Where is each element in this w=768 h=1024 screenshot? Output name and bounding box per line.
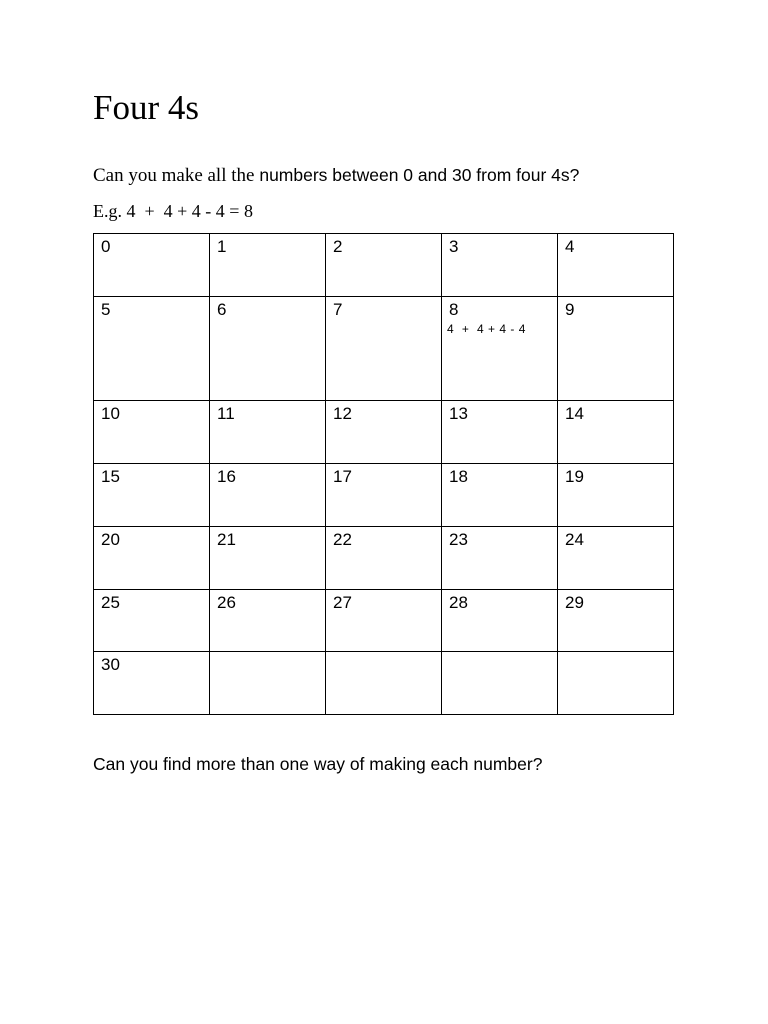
grid-cell	[210, 234, 326, 297]
cell-number: 18	[449, 467, 468, 487]
cell-number: 6	[217, 299, 227, 319]
grid-cell	[94, 589, 210, 652]
cell-number: 11	[217, 404, 235, 424]
cell-number: 3	[449, 237, 459, 256]
cell-number: 29	[565, 592, 584, 612]
grid-cell	[94, 234, 210, 297]
cell-expression: 4 + 4 + 4 - 4	[447, 321, 526, 336]
grid-cell	[326, 234, 442, 297]
grid-cell	[326, 652, 442, 715]
grid-row	[94, 401, 674, 464]
grid-cell	[326, 296, 442, 401]
footer-question: Can you find more than one way of making each number?	[93, 754, 543, 774]
main-question	[93, 163, 579, 188]
question-text-sans: numbers between 0 and 30 from four 4s?	[254, 165, 580, 185]
cell-number: 8	[449, 299, 459, 319]
number-grid	[93, 233, 674, 715]
grid-cell	[442, 234, 558, 297]
cell-number: 10	[101, 404, 120, 424]
cell-number: 20	[101, 529, 120, 549]
grid-cell	[210, 589, 326, 652]
grid-row	[94, 526, 674, 589]
cell-number: 17	[333, 467, 352, 487]
grid-cell	[210, 296, 326, 401]
example-equation: E.g. 4 + 4 + 4 - 4 = 8	[93, 201, 253, 221]
grid-cell	[442, 464, 558, 527]
grid-row	[94, 296, 674, 401]
cell-number: 16	[217, 467, 236, 487]
grid-cell	[558, 296, 674, 401]
cell-number: 28	[449, 592, 468, 612]
cell-number	[558, 652, 673, 655]
grid-cell	[558, 401, 674, 464]
cell-number: 5	[101, 299, 111, 319]
grid-cell	[558, 589, 674, 652]
grid-cell	[442, 296, 558, 401]
cell-number	[326, 652, 441, 655]
cell-number: 12	[333, 404, 352, 424]
cell-number: 1	[217, 237, 227, 256]
cell-number: 9	[565, 299, 575, 319]
cell-number: 7	[333, 299, 343, 319]
grid-cell	[442, 652, 558, 715]
grid-cell	[442, 526, 558, 589]
grid-cell	[326, 401, 442, 464]
cell-number: 13	[449, 404, 468, 424]
grid-cell	[210, 652, 326, 715]
cell-number: 23	[449, 529, 468, 549]
grid-row	[94, 589, 674, 652]
grid-cell	[558, 464, 674, 527]
cell-number: 2	[333, 237, 343, 256]
grid-cell	[210, 526, 326, 589]
cell-number: 0	[101, 237, 111, 256]
grid-row	[94, 464, 674, 527]
cell-number: 4	[565, 237, 575, 256]
cell-number	[210, 652, 325, 655]
cell-number: 24	[565, 529, 584, 549]
grid-cell	[326, 589, 442, 652]
grid-cell	[94, 464, 210, 527]
cell-number	[442, 652, 557, 655]
cell-number: 14	[565, 404, 584, 424]
cell-number: 27	[333, 592, 352, 612]
grid-cell	[326, 526, 442, 589]
grid-cell	[94, 296, 210, 401]
grid-row	[94, 652, 674, 715]
page-title: Four 4s	[93, 88, 199, 127]
grid-cell	[210, 464, 326, 527]
grid-cell	[210, 401, 326, 464]
grid-cell	[442, 589, 558, 652]
cell-number: 22	[333, 529, 352, 549]
cell-number: 19	[565, 467, 584, 487]
cell-number: 25	[101, 592, 120, 612]
grid-cell	[94, 526, 210, 589]
grid-cell	[94, 401, 210, 464]
grid-row	[94, 234, 674, 297]
question-text-serif: Can you make all the	[93, 165, 255, 186]
cell-number: 15	[101, 467, 120, 487]
grid-cell	[326, 464, 442, 527]
grid-cell	[442, 401, 558, 464]
cell-number: 26	[217, 592, 236, 612]
grid-cell	[558, 234, 674, 297]
grid-cell	[558, 652, 674, 715]
cell-number: 21	[217, 529, 236, 549]
grid-cell	[558, 526, 674, 589]
grid-cell	[94, 652, 210, 715]
cell-number: 30	[101, 655, 120, 675]
